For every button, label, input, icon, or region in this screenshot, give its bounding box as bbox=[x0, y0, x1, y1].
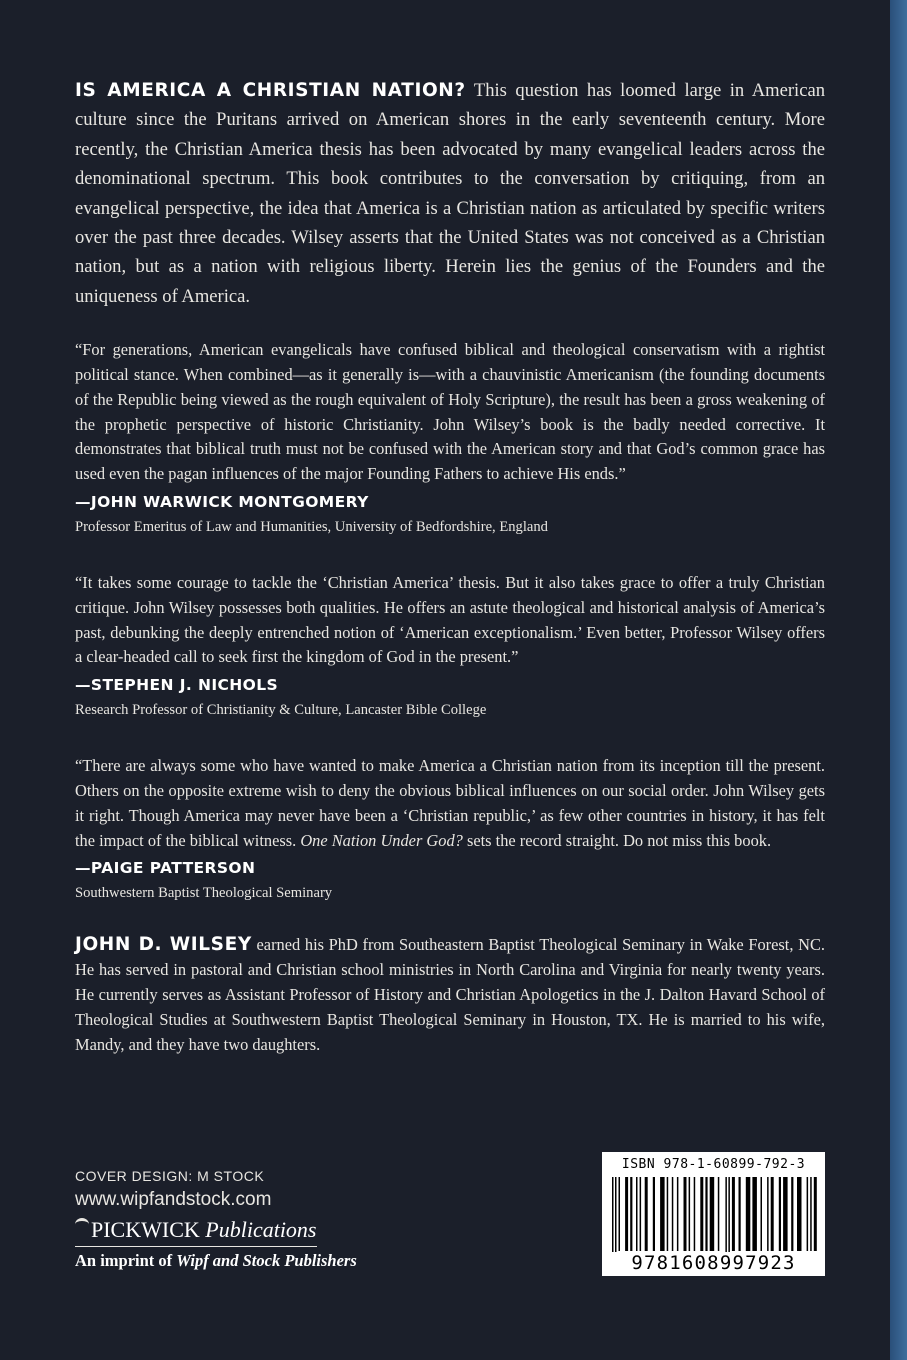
barcode-bar bbox=[689, 1177, 691, 1251]
barcode-bar bbox=[767, 1177, 769, 1251]
barcode-bar bbox=[791, 1177, 793, 1251]
publisher-website[interactable]: www.wipfandstock.com bbox=[75, 1189, 272, 1210]
isbn-barcode bbox=[602, 1152, 825, 1276]
barcode-bar bbox=[653, 1177, 655, 1251]
endorser-affiliation: Southwestern Baptist Theological Seminary bbox=[75, 885, 333, 902]
barcode-bar bbox=[814, 1177, 817, 1251]
endorsement-quote bbox=[75, 754, 825, 853]
endorsement-quote: “For generations, American evangelicals have confused biblical and theological conservatism with a rightist political stance. When combined—as it generally is—with a chauvinistic Americanism (the founding documents of the Republic being viewed as the rough equivalent of Holy Scripture), the result has been a gross weakening of the prophetic perspective of historic Christianity. John Wilsey’s book is the badly needed corrective. It demonstrates that biblical truth must not be confused with the American story and that God’s common grace has used even the pagan influences of the major Founding Fathers to achieve His ends.” bbox=[75, 340, 825, 484]
barcode-bar bbox=[728, 1177, 730, 1263]
endorser-name: —STEPHEN J. NICHOLS bbox=[75, 676, 279, 695]
barcode-bar bbox=[725, 1177, 727, 1263]
spine-edge bbox=[890, 0, 907, 1360]
barcode-bar bbox=[779, 1177, 781, 1251]
barcode-bar bbox=[710, 1177, 715, 1251]
barcode-bar bbox=[752, 1177, 757, 1251]
barcode-bar bbox=[684, 1177, 687, 1251]
barcode-bar bbox=[619, 1177, 621, 1251]
barcode-bar bbox=[615, 1177, 617, 1263]
barcode-bar bbox=[672, 1177, 674, 1251]
publisher-word: Publications bbox=[205, 1217, 317, 1242]
barcode-bar bbox=[732, 1177, 735, 1251]
endorser-name: —JOHN WARWICK MONTGOMERY bbox=[75, 493, 369, 512]
barcode-bar bbox=[705, 1177, 707, 1251]
endorser-affiliation: Professor Emeritus of Law and Humanities, University of Bedfordshire, England bbox=[75, 519, 548, 536]
barcode-bar bbox=[625, 1177, 628, 1251]
endorser-affiliation: Research Professor of Christianity & Culture, Lancaster Bible College bbox=[75, 702, 487, 719]
imprint-prefix: An imprint of bbox=[75, 1251, 173, 1270]
barcode-bar bbox=[807, 1177, 809, 1251]
book-title: One Nation Under God? bbox=[300, 830, 463, 850]
barcode-bar bbox=[677, 1177, 679, 1251]
author-name: JOHN D. WILSEY bbox=[75, 934, 252, 956]
endorser-name: —PAIGE PATTERSON bbox=[75, 859, 256, 878]
barcode-bar bbox=[694, 1177, 696, 1251]
endorsement-montgomery bbox=[75, 338, 825, 537]
quote-text: “There are always some who have wanted to make America a Christian nation from its inception till the present. Others on the opposite extreme wish to deny the obvious biblical influences on our social order. John Wilsey gets it right. Though America may never have been a ‘Christian republic,’ as few other countries in history, it has felt the impact of the biblical witness. bbox=[75, 756, 825, 850]
barcode-bar bbox=[797, 1177, 802, 1251]
isbn-label: ISBN 978-1-60899-792-3 bbox=[621, 1157, 806, 1172]
endorsement-quote: “It takes some courage to tackle the ‘Christian America’ thesis. But it also takes grace to offer a truly Christian critique. John Wilsey possesses both qualities. He offers an astute theological and historical analysis of America’s past, debunking the deeply entrenched notion of ‘American exceptionalism.’ Even better, Professor Wilsey offers a clear-headed call to seek first the kingdom of God in the present.” bbox=[75, 573, 825, 667]
blurb-text: This question has loomed large in American culture since the Puritans arrived on American shores in the early seventeenth century. More recently, the Christian America thesis has been advocated by many evangelical leaders across the denominational spectrum. This book contributes to the conversation by critiquing, from an evangelical perspective, the idea that America is a Christian nation as articulated by specific writers over the past three decades. Wilsey asserts that the United States was not conceived as a Christian nation, but as a nation with religious liberty. Herein lies the genius of the Founders and the uniqueness of America. bbox=[75, 80, 825, 307]
barcode-digits: 9781608997923 bbox=[606, 1252, 821, 1274]
endorsement-nichols bbox=[75, 571, 825, 720]
blurb-lead-in: IS AMERICA A CHRISTIAN NATION? bbox=[75, 80, 466, 101]
barcode-bar bbox=[636, 1177, 638, 1251]
barcode-bar bbox=[660, 1177, 665, 1251]
quill-icon bbox=[75, 1218, 89, 1231]
barcode-bar bbox=[700, 1177, 703, 1251]
barcode-bar bbox=[645, 1177, 648, 1251]
barcode-bar bbox=[783, 1177, 788, 1251]
barcode-bar bbox=[810, 1177, 812, 1251]
author-bio-text: earned his PhD from Southeastern Baptist Theological Seminary in Wake Forest, NC. He has served in pastoral and Christian school ministries in North Carolina and Virginia for nearly twenty years. He currently serves as Assistant Professor of History and Christian Apologetics in the J. Dalton Havard School of Theological Studies at Southwestern Baptist Theological Seminary in Houston, TX. He is married to his wife, Mandy, and they have two daughters. bbox=[75, 935, 825, 1054]
publisher-block bbox=[75, 1166, 405, 1271]
back-cover-text bbox=[75, 76, 825, 1057]
endorsement-patterson bbox=[75, 754, 825, 903]
publisher-name: PICKWICK bbox=[91, 1217, 200, 1242]
barcode-bar bbox=[630, 1177, 632, 1251]
barcode-bar bbox=[739, 1177, 741, 1251]
barcode-bar bbox=[640, 1177, 642, 1251]
quote-text-end: sets the record straight. Do not miss this book. bbox=[462, 830, 772, 850]
barcode-bar bbox=[718, 1177, 720, 1251]
barcode-bar bbox=[761, 1177, 763, 1251]
publisher-logo bbox=[75, 1216, 317, 1247]
blurb bbox=[75, 76, 825, 311]
barcode-bar bbox=[771, 1177, 774, 1251]
barcode-bar bbox=[667, 1177, 669, 1251]
barcode-bar bbox=[746, 1177, 751, 1251]
imprint-line bbox=[75, 1251, 405, 1271]
author-bio bbox=[75, 933, 825, 1057]
cover-design-credit: COVER DESIGN: M STOCK bbox=[75, 1168, 265, 1184]
barcode-bar bbox=[612, 1177, 614, 1263]
imprint-name: Wipf and Stock Publishers bbox=[176, 1251, 357, 1270]
